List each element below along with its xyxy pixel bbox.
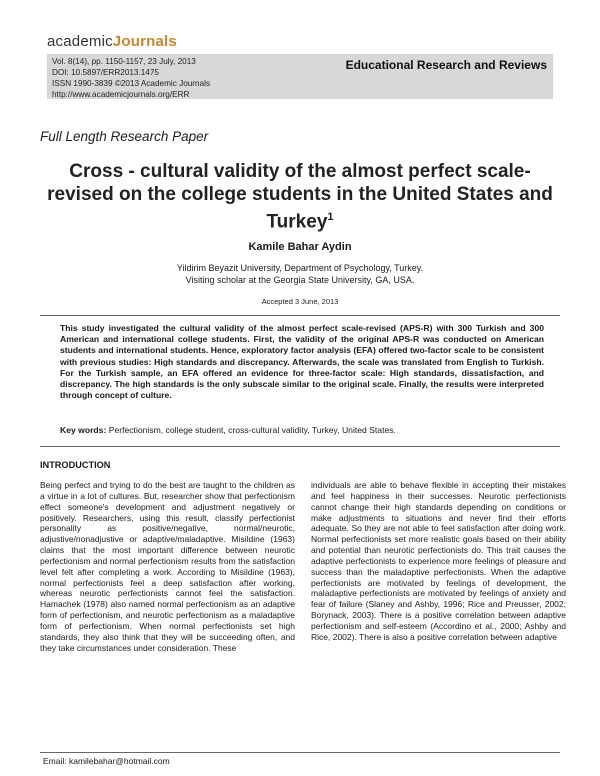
divider-top (40, 315, 560, 316)
email-text[interactable]: Email: kamilebahar@hotmail.com (43, 756, 170, 766)
abstract: This study investigated the cultural validity of the almost perfect scale-revised (APS-R) with 300 Turkish and 300 American and international college students. First, the validity of the original APS-R was conducted on American students and international students. Hence, exploratory factor analysis (EFA) offered two-factor scale to be consistent with previous studies: High standards and discrepancy. Afterwards, the scale was translated from English to Turkish. For the Turkish sample, an EFA offered an evidence for three-factor scale: High standards, dissatisfaction, and discrepancy. The high standards is the only subscale similar to the original scale. Finally, the results were interpreted through concept of culture. (60, 323, 544, 401)
volume-line: Vol. 8(14), pp. 1150-1157, 23 July, 2013 (52, 57, 196, 66)
correspondence-email (40, 752, 560, 769)
author-name: Kamile Bahar Aydin (248, 241, 352, 253)
keywords-list: Perfectionism, college student, cross-cultural validity, Turkey, United States. (108, 425, 396, 435)
publisher-logo (47, 33, 177, 50)
doi-line: DOI: 10.5897/ERR2013.1475 (52, 68, 159, 77)
body-column-left: Being perfect and trying to do the best are taught to the children as a virtue in a lot of cultures. But, researcher show that perfectionism effect someone's development and adjustment negatively or positively. Researchers, using this result, classify perfectionist personality as positive/negative, normal/neurotic, adjustive/nonadjustive or adaptive/maladaptive. Misildine (1963) claims that the most important difference between neurotic perfectionism and normal perfectionism results from the satisfaction level felt after completing a work. According to Misildine (1963), normal perfectionists feel a deep satisfaction after working, whereas neurotic perfectionists cannot feel the satisfaction. Hamachek (1978) also named normal perfectionism as an adaptive form of perfectionism, and neurotic perfectionism as a maladaptive form of perfectionism. When normal perfectionists set high standards, they also think that they will be succeeding often, and they take circumstances under consideration. These (40, 480, 295, 653)
affiliation-2: Visiting scholar at the Georgia State University, GA, USA. (185, 275, 415, 285)
paper-title (40, 160, 560, 233)
citation-info (52, 56, 210, 100)
issn-line: ISSN 1990-3839 ©2013 Academic Journals (52, 79, 211, 88)
keywords-label: Key words: (60, 425, 107, 435)
journal-name: Educational Research and Reviews (345, 58, 547, 72)
body-column-right: individuals are able to behave flexible in accepting their mistakes and feel happiness in their successes. Neurotic perfectionists cannot change their high standards depending on conditions or make adjustments to situations and never find their efforts adequate. So they are not able to feel satisfaction after doing work. Normal perfectionists set more realistic goals based on their ability and potential than neurotic perfectionists do. This trait causes the adaptive perfectionists to experience more feelings of pleasure and success than the maladaptive perfectionists. When the adaptive perfectionists are motivated by feelings of development, the maladaptive perfectionists are motivated by feelings of anxiety and fear of failure (Slaney and Ashby, 1996; Rice and Preusser, 2002; Borynack, 2003). There is a positive correlation between adaptive perfectionism and self-esteem (Accordino et al., 2000; Ashby and Rice, 2002). There is also a positive correlation between adaptive (311, 480, 566, 642)
logo-journals: Journals (112, 33, 177, 50)
accepted-date: Accepted 3 June, 2013 (261, 297, 339, 306)
keywords (60, 425, 544, 436)
affiliations (0, 262, 600, 286)
journal-meta-box (47, 54, 553, 99)
paper-title-text: Cross - cultural validity of the almost perfect scale-revised on the college students in the United States and Turkey (47, 161, 553, 233)
paper-type: Full Length Research Paper (40, 129, 209, 144)
affiliation-1: Yildirim Beyazit University, Department of Psychology, Turkey. (176, 263, 424, 273)
divider-bottom (40, 446, 560, 447)
intro-heading: INTRODUCTION (40, 460, 111, 470)
title-footnote-marker: 1 (327, 211, 334, 223)
logo-academic: academic (47, 33, 113, 50)
journal-url[interactable]: http://www.academicjournals.org/ERR (52, 90, 190, 99)
